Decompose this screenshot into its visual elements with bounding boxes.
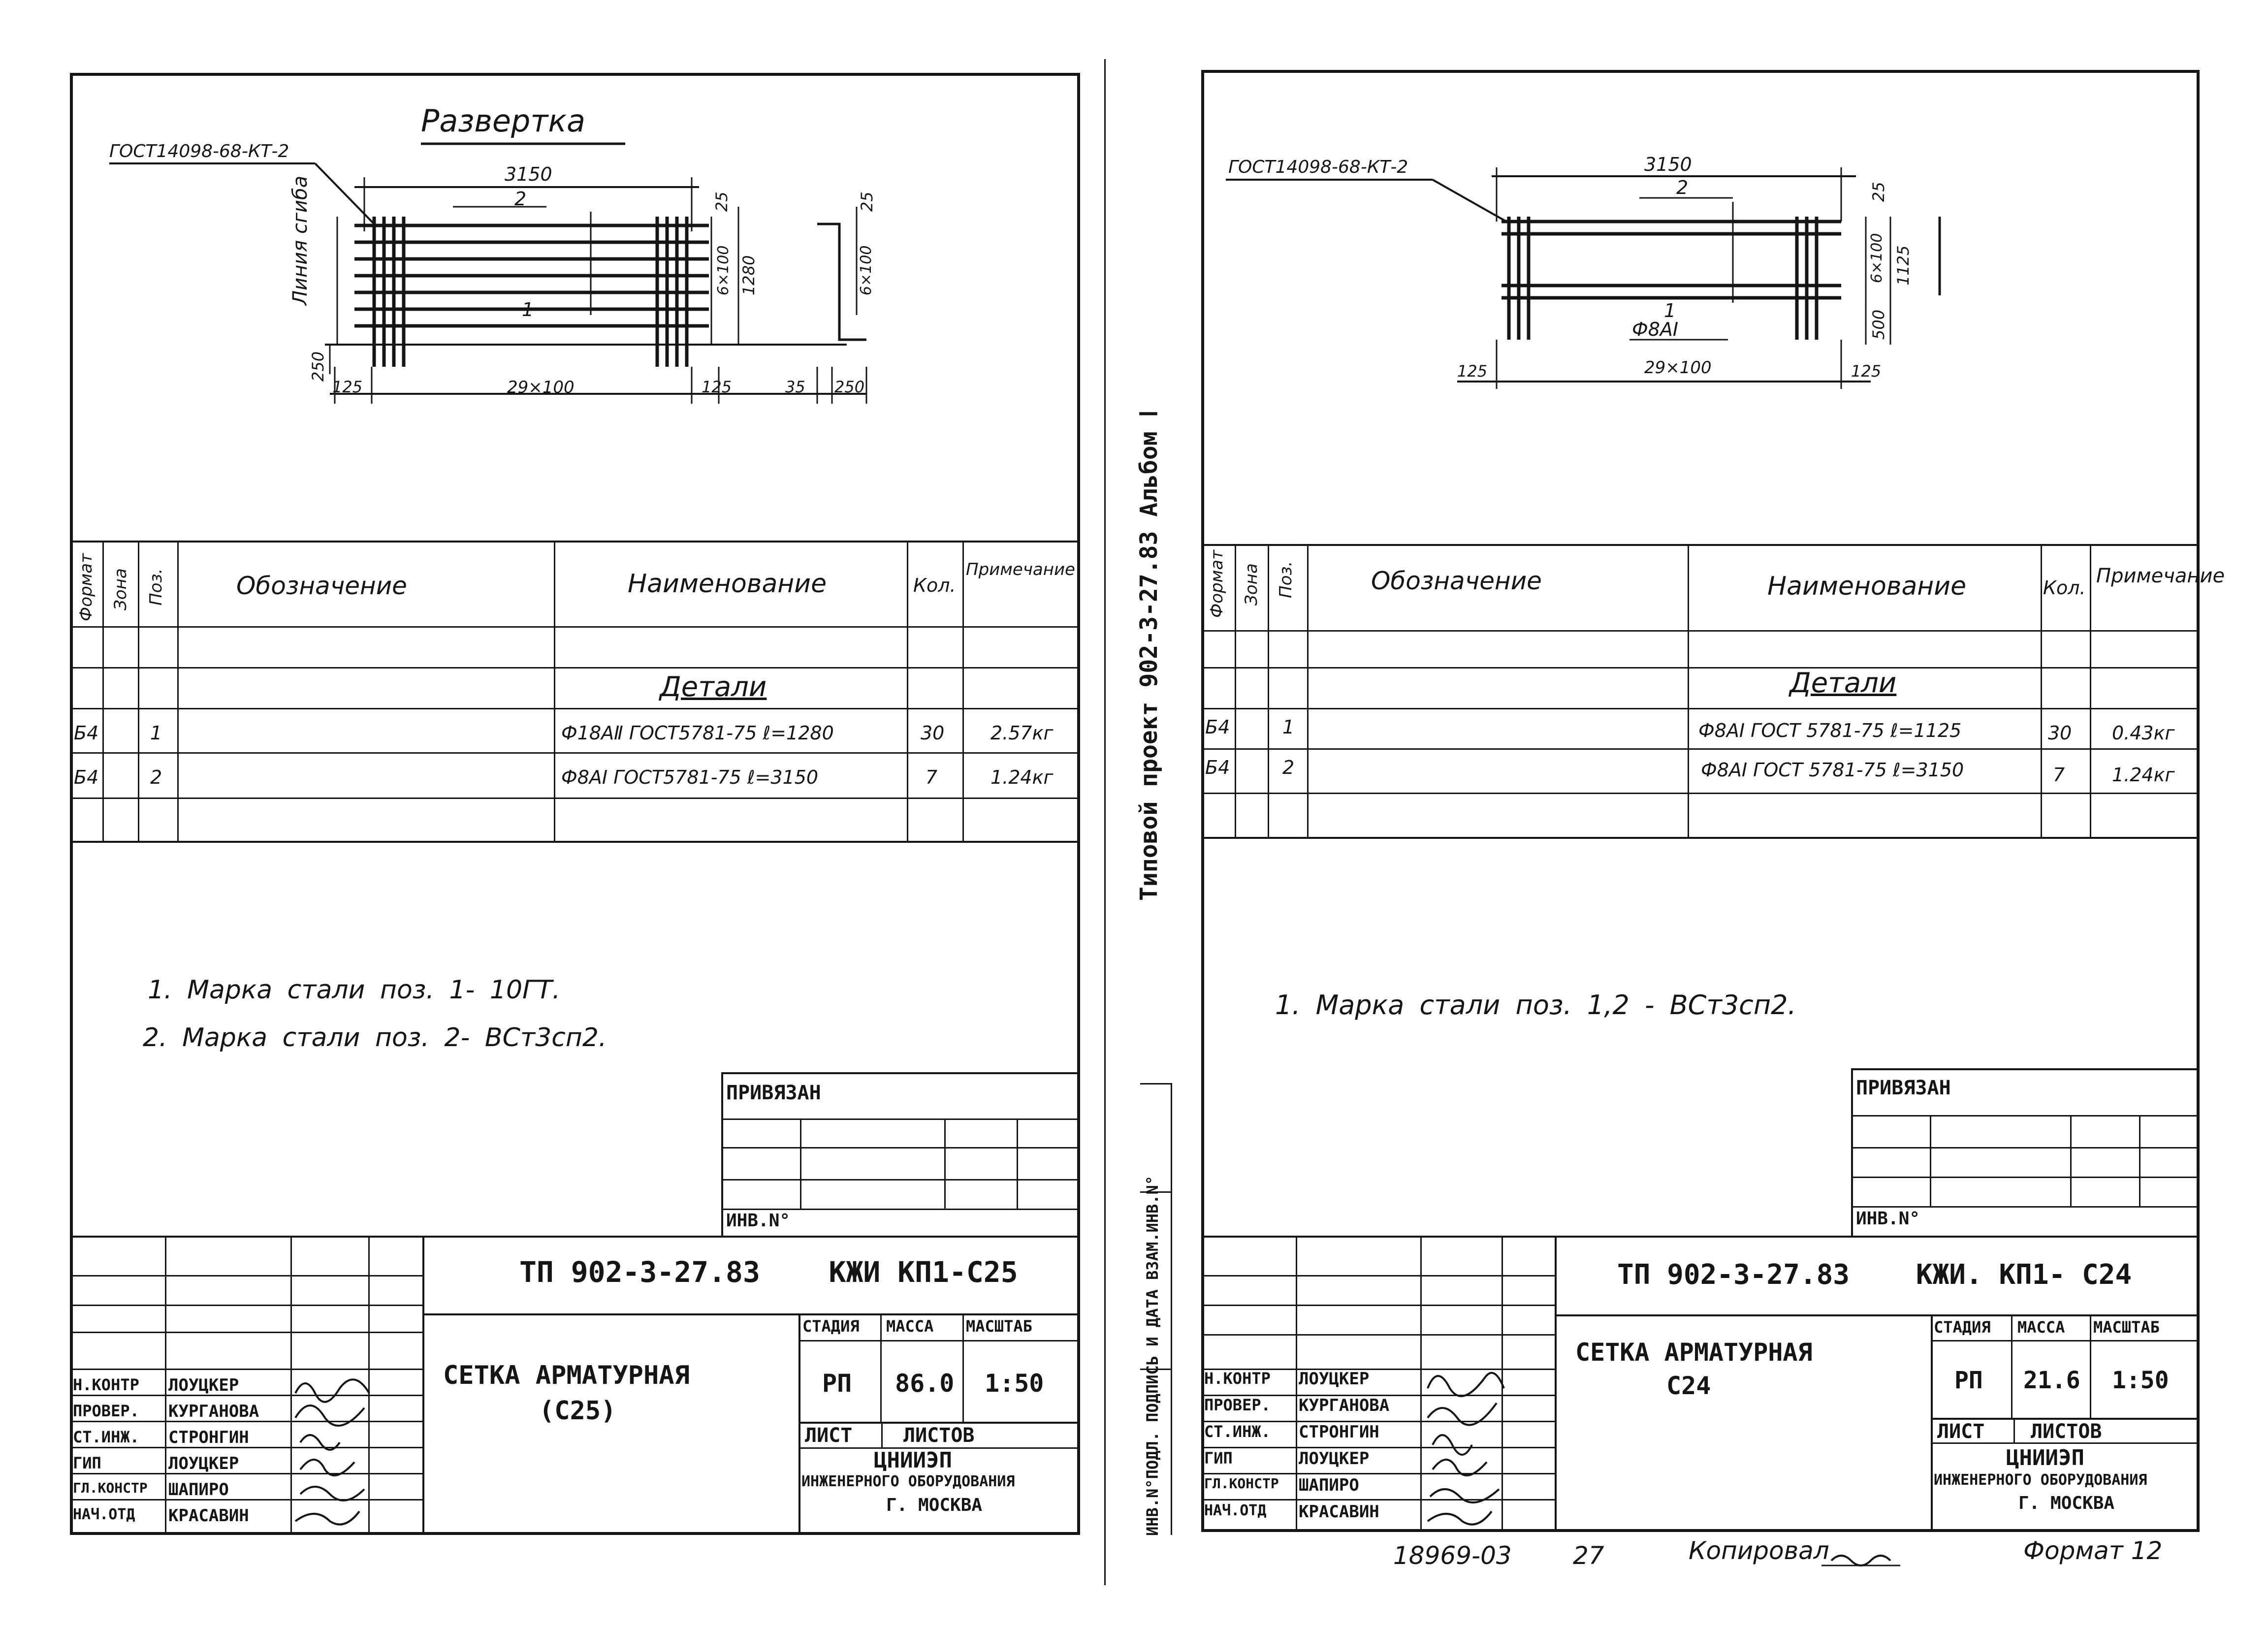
right-stamp-org-1: ЦНИИЭП [2006, 1445, 2084, 1470]
left-dim-spacing: 6×100 [715, 245, 732, 295]
footer-copied: Копировал [1689, 1536, 1829, 1565]
left-stamp-org-2: ИНЖЕНЕРНОГО ОБОРУДОВАНИЯ [801, 1473, 1015, 1490]
left-row1-qty: 30 [921, 722, 945, 744]
right-row1-pos: 1 [1282, 716, 1295, 738]
left-privyazan-line-2 [721, 1147, 1080, 1149]
left-stamp-info-line-1 [799, 1340, 1080, 1341]
left-person-role-4: ГИП [73, 1454, 101, 1472]
right-stamp-subtitle: С24 [1666, 1372, 1711, 1400]
right-dim-height: 1125 [1894, 245, 1913, 286]
left-row2-format: Б4 [74, 766, 99, 788]
left-spec-row-line-4 [70, 798, 1080, 799]
right-person-name-5: ШАПИРО [1299, 1475, 1359, 1495]
right-dim-top-edge: 25 [1869, 182, 1888, 202]
left-stamp-scale: 1:50 [985, 1369, 1044, 1398]
left-spec-head-designation: Обозначение [236, 572, 407, 600]
right-row1-name: Ф8АⅠ ГОСТ 5781-75 ℓ=1125 [1698, 720, 1962, 741]
left-privyazan-line-4 [721, 1209, 1080, 1210]
right-note-1: 1. Марка стали поз. 1,2 - ВСт3сп2. [1275, 990, 1796, 1021]
left-dim-top-edge: 25 [712, 192, 731, 212]
left-spec-row-line-3 [70, 752, 1080, 754]
left-spec-col-2 [138, 541, 139, 841]
side-stamp-top [1140, 1083, 1171, 1085]
right-stamp-info-col-3 [2013, 1418, 2015, 1442]
side-stamp-sep-1 [1140, 1191, 1171, 1193]
left-stamp-col-b [290, 1236, 292, 1535]
left-stamp-stage: РП [822, 1369, 852, 1398]
left-pos-top: 2 [514, 188, 527, 210]
right-bar-label: Ф8АⅠ [1632, 319, 1679, 340]
left-spec-col-4 [554, 541, 555, 841]
right-privyazan-col-2 [2070, 1115, 2072, 1206]
left-note-1: 1. Марка стали поз. 1- 10ГТ. [148, 975, 561, 1005]
right-stamp-mass-head: МАССА [2017, 1318, 2065, 1337]
footer-format: Формат 12 [2023, 1536, 2163, 1565]
left-privyazan-left [721, 1072, 723, 1236]
left-spec-head-name: Наименование [628, 569, 827, 599]
right-stamp-sheet: ЛИСТ [1937, 1420, 1985, 1443]
left-person-role-5: ГЛ.КОНСТР [73, 1480, 148, 1496]
left-dim-left-bottom: 250 [309, 351, 327, 382]
right-stamp-title: СЕТКА АРМАТУРНАЯ [1575, 1338, 1813, 1367]
left-stamp-mass: 86.0 [895, 1369, 955, 1398]
right-spec-head-format: Формат [1207, 550, 1227, 618]
left-stamp-info-col-1 [880, 1313, 882, 1422]
right-stamp-row-8 [1201, 1473, 1555, 1474]
right-dim-spacing: 6×100 [1868, 233, 1885, 283]
right-privyazan-label: ПРИВЯЗАН [1856, 1077, 1951, 1099]
left-row1-pos: 1 [150, 722, 162, 744]
right-privyazan-line-1 [1851, 1115, 2200, 1117]
right-stamp-info-col-1 [2011, 1314, 2012, 1418]
left-inv-label: ИНВ.N° [726, 1211, 791, 1231]
left-dim-bend: 35 [785, 378, 805, 396]
left-row1-note: 2.57кг [990, 722, 1054, 744]
left-stamp-info-col-2 [962, 1313, 964, 1422]
right-stamp-code: ТП 902-3-27.83 КЖИ. КП1- С24 [1617, 1259, 2132, 1291]
right-spec-bottom-line [1201, 837, 2200, 839]
right-row2-format: Б4 [1205, 757, 1230, 778]
side-stamp-sep-2 [1140, 1369, 1171, 1370]
left-person-role-3: СТ.ИНЖ. [73, 1428, 139, 1446]
left-stamp-sheet: ЛИСТ [805, 1424, 853, 1447]
right-person-role-3: СТ.ИНЖ. [1204, 1422, 1271, 1441]
left-pos-bottom: 1 [522, 299, 534, 320]
right-stamp-row-1 [1201, 1275, 1555, 1277]
right-spec-col-4 [1688, 544, 1689, 837]
right-spec-head-zone: Зона [1242, 563, 1261, 606]
right-privyazan-col-3 [2139, 1115, 2140, 1206]
right-row1-format: Б4 [1205, 716, 1230, 738]
right-person-role-5: ГЛ.КОНСТР [1204, 1475, 1279, 1492]
right-spec-head-qty: Кол. [2043, 577, 2086, 599]
left-row2-note: 1.24кг [990, 766, 1054, 788]
left-stamp-col-c [368, 1236, 370, 1535]
right-dim-right-end: 125 [1851, 362, 1882, 381]
right-stamp-top [1201, 1236, 2200, 1238]
left-row2-pos: 2 [150, 766, 162, 788]
right-stamp-info-line-1 [1931, 1340, 2200, 1341]
center-cut-line [1104, 59, 1106, 1585]
right-row2-qty: 7 [2053, 764, 2065, 786]
right-stamp-scale-head: МАСШТАБ [2093, 1318, 2160, 1337]
left-side-label: Линия сгиба [289, 175, 312, 305]
left-person-role-6: НАЧ.ОТД [73, 1506, 135, 1523]
left-stamp-col-a [165, 1236, 166, 1535]
right-spec-col-3 [1307, 544, 1309, 837]
left-row2-name: Ф8АⅠ ГОСТ5781-75 ℓ=3150 [561, 766, 819, 788]
right-stamp-row-9 [1201, 1499, 1555, 1500]
right-person-name-3: СТРОНГИН [1299, 1422, 1379, 1442]
right-stamp-info-line-2 [1931, 1418, 2200, 1420]
right-stamp-row-7 [1201, 1447, 1555, 1448]
right-privyazan-top [1851, 1068, 2200, 1070]
left-stamp-sheets: ЛИСТОВ [903, 1424, 975, 1447]
left-spec-head-format: Формат [76, 553, 96, 621]
left-spec-col-5 [907, 541, 908, 841]
left-stamp-row-5 [70, 1395, 422, 1396]
right-spec-head-line [1201, 630, 2200, 632]
left-stamp-row-4 [70, 1369, 422, 1370]
side-stamp-border [1171, 1083, 1172, 1535]
right-privyazan-left [1851, 1068, 1853, 1236]
left-stamp-subtitle: (С25) [539, 1396, 616, 1426]
left-gost-ref: ГОСТ14098-68-КТ-2 [109, 141, 289, 161]
right-row2-note: 1.24кг [2112, 764, 2175, 786]
right-stamp-info-col-2 [2090, 1314, 2091, 1418]
left-spec-section: Детали [660, 671, 767, 703]
right-dim-total: 3150 [1644, 154, 1692, 175]
right-spec-top-line [1201, 544, 2200, 546]
left-stamp-mass-head: МАССА [886, 1317, 934, 1336]
left-dim-left-end: 125 [332, 378, 363, 396]
left-row1-name: Ф18АⅡ ГОСТ5781-75 ℓ=1280 [561, 722, 834, 744]
right-stamp-divider [1555, 1236, 1557, 1532]
left-dim-leg: 250 [834, 378, 865, 396]
right-spec-head-note: Примечание [2096, 565, 2225, 587]
left-spec-head-qty: Кол. [913, 575, 956, 596]
album-label: Типовой проект 902-3-27.83 Альбом Ⅰ [1135, 410, 1163, 901]
right-stamp-scale: 1:50 [2112, 1367, 2169, 1394]
left-dim-right-end: 125 [702, 378, 732, 396]
left-stamp-row-2 [70, 1305, 422, 1306]
left-spec-head-line [70, 626, 1080, 628]
left-dim-side-spacing: 6×100 [858, 245, 875, 295]
right-person-role-2: ПРОВЕР. [1204, 1396, 1271, 1414]
left-stamp-row-8 [70, 1473, 422, 1474]
right-stamp-org-2: ИНЖЕНЕРНОГО ОБОРУДОВАНИЯ [1934, 1471, 2147, 1489]
right-pos-top: 2 [1676, 177, 1689, 198]
left-spec-head-note: Примечание [966, 560, 1075, 579]
left-row2-qty: 7 [926, 766, 938, 788]
left-spec-col-1 [102, 541, 104, 841]
right-stamp-col-c [1501, 1236, 1503, 1532]
left-stamp-code-line [422, 1313, 1080, 1315]
left-privyazan-line-1 [721, 1118, 1080, 1120]
right-dim-bars: 29×100 [1644, 358, 1712, 378]
right-privyazan-col-1 [1930, 1115, 1931, 1206]
left-stamp-title: СЕТКА АРМАТУРНАЯ [443, 1361, 690, 1390]
left-stamp-stage-head: СТАДИЯ [802, 1317, 860, 1336]
right-person-name-2: КУРГАНОВА [1299, 1396, 1390, 1415]
side-stamp-label: ИНВ.N°ПОДЛ. ПОДПИСЬ И ДАТА ВЗАМ.ИНВ.N° [1143, 1175, 1162, 1536]
right-stamp-code-line [1555, 1314, 2200, 1316]
right-row1-qty: 30 [2048, 722, 2072, 744]
left-stamp-divider [422, 1236, 424, 1535]
left-spec-top-line [70, 541, 1080, 543]
left-privyazan-col-1 [800, 1118, 801, 1209]
left-privyazan-top [721, 1072, 1080, 1074]
right-stamp-org-3: Г. МОСКВА [2018, 1493, 2115, 1513]
left-dim-bars: 29×100 [507, 378, 575, 397]
right-dim-bottom: 500 [1869, 309, 1888, 340]
left-note-2: 2. Марка стали поз. 2- ВСт3сп2. [143, 1023, 607, 1053]
left-privyazan-line-3 [721, 1179, 1080, 1181]
left-drawing-title: Развертка [421, 103, 585, 139]
right-person-name-1: ЛОУЦКЕР [1299, 1369, 1370, 1389]
right-gost-ref: ГОСТ14098-68-КТ-2 [1228, 157, 1408, 177]
left-dim-total: 3150 [505, 163, 552, 185]
right-row2-pos: 2 [1282, 757, 1295, 778]
left-dim-side-top: 25 [858, 192, 876, 212]
right-stamp-col-a [1296, 1236, 1297, 1532]
right-spec-row-line-4 [1201, 793, 2200, 794]
right-spec-section: Детали [1789, 667, 1897, 699]
right-sheet [1201, 70, 2225, 1532]
left-stamp-row-3 [70, 1332, 422, 1333]
right-stamp-row-3 [1201, 1334, 1555, 1336]
left-spec-col-6 [962, 541, 964, 841]
left-person-name-6: КРАСАВИН [168, 1506, 249, 1526]
right-spec-head-name: Наименование [1767, 572, 1967, 601]
right-privyazan-line-2 [1851, 1147, 2200, 1149]
left-spec-row-line-2 [70, 708, 1080, 709]
right-dim-left-end: 125 [1457, 362, 1488, 381]
left-spec-bottom-line [70, 841, 1080, 843]
footer-number: 18969-03 [1393, 1541, 1512, 1570]
left-stamp-org-1: ЦНИИЭП [874, 1448, 952, 1473]
right-privyazan-line-3 [1851, 1177, 2200, 1178]
left-sheet [70, 73, 1080, 1535]
right-person-role-4: ГИП [1204, 1449, 1233, 1468]
right-spec-col-2 [1268, 544, 1269, 837]
right-stamp-row-2 [1201, 1305, 1555, 1306]
right-person-role-1: Н.КОНТР [1204, 1369, 1271, 1388]
right-spec-row-line-1 [1201, 667, 2200, 669]
left-row1-format: Б4 [74, 722, 99, 744]
right-stamp-stage-head: СТАДИЯ [1934, 1318, 1991, 1337]
left-stamp-row-9 [70, 1499, 422, 1500]
right-person-name-6: КРАСАВИН [1299, 1502, 1379, 1522]
right-pos-bottom: 1 [1664, 300, 1676, 321]
right-stamp-col-b [1420, 1236, 1422, 1532]
right-spec-row-line-2 [1201, 708, 2200, 709]
left-person-name-2: КУРГАНОВА [168, 1402, 259, 1421]
right-stamp-stage: РП [1954, 1367, 1983, 1394]
right-person-role-6: НАЧ.ОТД [1204, 1502, 1267, 1519]
left-stamp-top [70, 1236, 1080, 1238]
left-person-role-2: ПРОВЕР. [73, 1402, 139, 1420]
right-spec-head-designation: Обозначение [1371, 567, 1542, 595]
right-row2-name: Ф8АⅠ ГОСТ 5781-75 ℓ=3150 [1701, 759, 1964, 781]
left-person-name-3: СТРОНГИН [168, 1428, 249, 1447]
footer-page: 27 [1573, 1541, 1604, 1570]
left-stamp-info-col-3 [881, 1422, 883, 1447]
left-spec-col-3 [177, 541, 179, 841]
right-stamp-mass: 21.6 [2023, 1367, 2080, 1394]
right-person-name-4: ЛОУЦКЕР [1299, 1449, 1370, 1468]
right-spec-col-6 [2090, 544, 2091, 837]
left-person-name-4: ЛОУЦКЕР [168, 1454, 239, 1473]
left-privyazan-col-2 [944, 1118, 946, 1209]
left-stamp-code: ТП 902-3-27.83 КЖИ КП1-С25 [519, 1255, 1018, 1289]
right-row1-note: 0.43кг [2112, 722, 2175, 744]
left-privyazan-col-3 [1017, 1118, 1018, 1209]
left-spec-row-line-1 [70, 667, 1080, 669]
left-stamp-row-1 [70, 1275, 422, 1277]
left-spec-head-pos: Поз. [146, 568, 166, 606]
left-stamp-info-line-2 [799, 1422, 1080, 1424]
left-person-name-5: ШАПИРО [168, 1480, 229, 1500]
left-stamp-scale-head: МАСШТАБ [966, 1317, 1032, 1336]
left-stamp-info-left [799, 1313, 800, 1535]
right-spec-head-pos: Поз. [1276, 561, 1296, 598]
right-privyazan-line-4 [1851, 1206, 2200, 1208]
left-stamp-org-3: Г. МОСКВА [886, 1495, 983, 1515]
right-spec-col-5 [2041, 544, 2042, 837]
right-spec-row-line-3 [1201, 748, 2200, 750]
right-stamp-info-left [1931, 1314, 1933, 1532]
left-person-name-1: ЛОУЦКЕР [168, 1375, 239, 1395]
right-inv-label: ИНВ.N° [1856, 1209, 1920, 1229]
left-person-role-1: Н.КОНТР [73, 1375, 139, 1394]
right-stamp-sheets: ЛИСТОВ [2031, 1420, 2102, 1443]
left-dim-height: 1280 [739, 255, 758, 295]
right-spec-col-1 [1235, 544, 1236, 837]
left-spec-head-zone: Зона [111, 568, 130, 610]
left-privyazan-label: ПРИВЯЗАН [726, 1082, 821, 1104]
